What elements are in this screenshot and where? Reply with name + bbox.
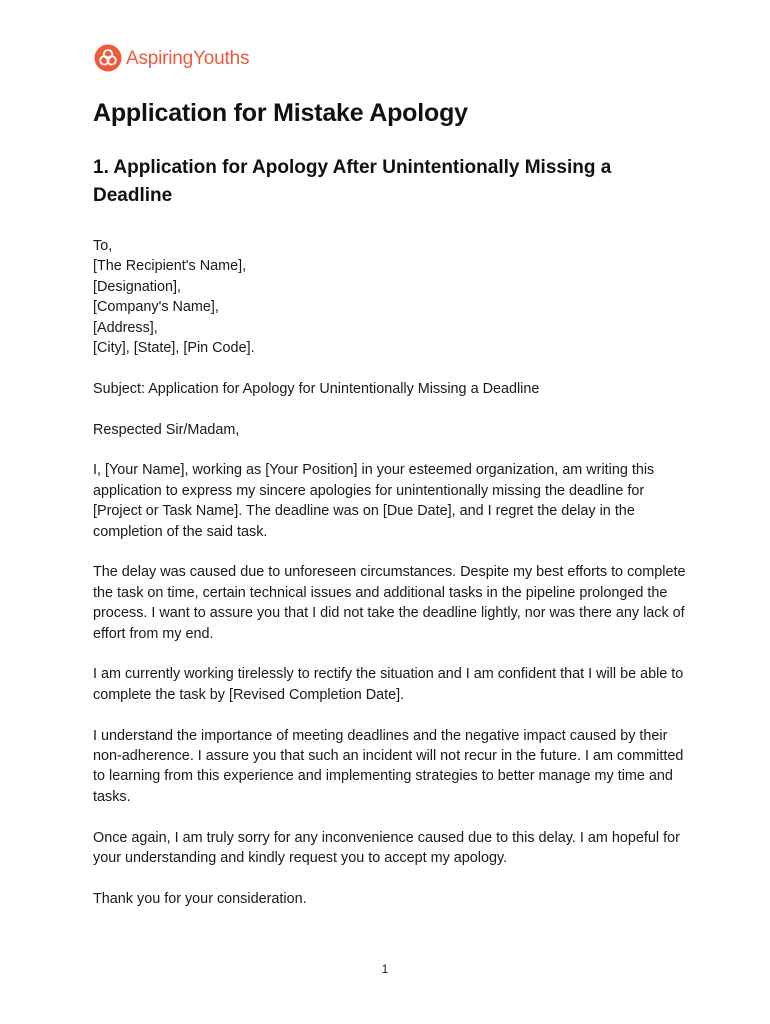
paragraph: I am currently working tirelessly to rectify the situation and I am confident that I will be able to complete the task by [Revised Completion Date].	[93, 666, 684, 703]
paragraph: I understand the importance of meeting deadlines and the negative impact caused by their non-adherence. I assure you that such an incident will not recur in the future. I am committed to learning from this experience and implementing strategies to better manage my time and tasks.	[93, 727, 684, 805]
spacer	[93, 358, 693, 378]
brand-logo-icon	[94, 44, 122, 72]
paragraph: I, [Your Name], working as [Your Position] in your esteemed organization, am writing this application to express my sincere apologies for unintentionally missing the deadline for [Project or Task Name]. The deadline was on [Due Date], and I regret the delay in the completion of the said task.	[93, 462, 655, 540]
brand-name: AspiringYouths	[126, 47, 250, 69]
closing-line: Thank you for your consideration.	[93, 890, 307, 907]
page-number: 1	[381, 962, 389, 976]
address-block	[93, 236, 693, 358]
section-heading: 1. Application for Apology After Unintentionally Missing a Deadline	[93, 157, 612, 206]
paragraph: The delay was caused due to unforeseen circumstances. Despite my best efforts to complete the task on time, certain technical issues and additional tasks in the pipeline prolonged the process. I want to assure you that I did not take the deadline lightly, nor was there any lack of effort from my end.	[93, 564, 686, 642]
address-line: [Company's Name],	[93, 299, 219, 316]
address-line: [Address],	[93, 319, 158, 336]
address-line: [Designation],	[93, 278, 181, 295]
address-line: [The Recipient's Name],	[93, 258, 247, 275]
document-title: Application for Mistake Apology	[93, 99, 468, 127]
address-line: To,	[93, 238, 113, 254]
subject-line: Subject: Application for Apology for Unintentionally Missing a Deadline	[93, 380, 540, 397]
paragraph: Once again, I am truly sorry for any inconvenience caused due to this delay. I am hopeful for your understanding and kindly request you to accept my apology.	[93, 829, 680, 867]
salutation: Respected Sir/Madam,	[93, 421, 240, 438]
address-line: [City], [State], [Pin Code].	[93, 340, 255, 357]
brand-logo	[94, 44, 249, 72]
letter-body	[93, 236, 693, 930]
